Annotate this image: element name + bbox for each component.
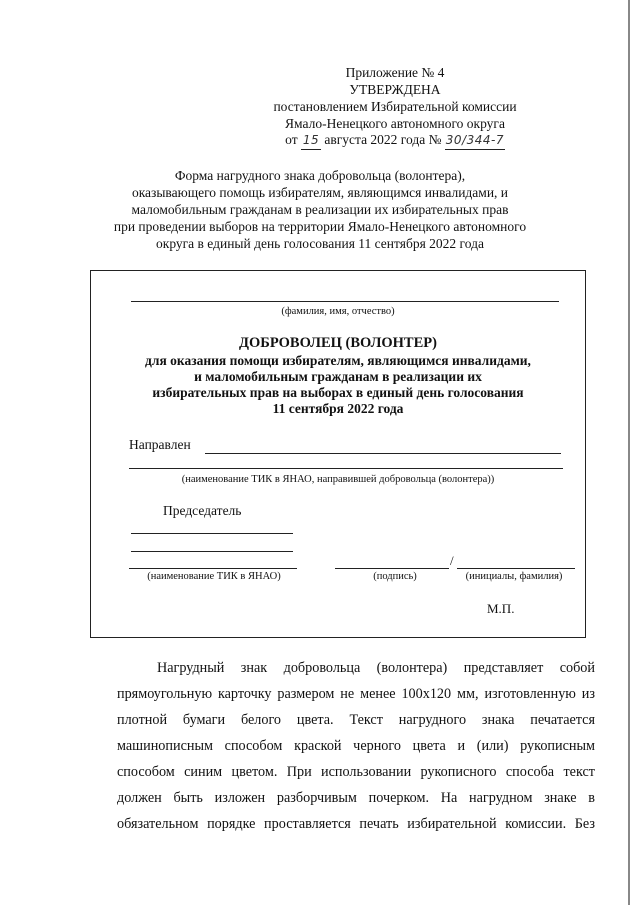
description-continuation (117, 681, 595, 837)
scan-edge (628, 0, 630, 905)
signature-slash: / (450, 553, 454, 568)
form-title-line-3: маломобильным гражданам в реализации их избирательных прав (131, 202, 509, 217)
name-line (131, 301, 559, 302)
form-title-line-1: Форма нагрудного знака добровольца (волонтера), (174, 168, 466, 183)
badge-subheading-2: и маломобильным гражданам в реализации их (194, 369, 482, 384)
directed-line (205, 453, 561, 454)
badge-subheading-3: избирательных прав на выборах в единый день голосования (152, 385, 524, 400)
signature-line (335, 568, 449, 569)
approved-region: Ямало-Ненецкого автономного округа (285, 116, 505, 131)
date-day: 15 (301, 132, 321, 150)
appendix-number: Приложение № 4 (345, 65, 445, 80)
body-line: машинописным способом краской черного цвета и (или) рукописным (117, 738, 595, 754)
date-rest: августа 2022 года № (324, 132, 442, 147)
body-line: способом синим цветом. При использовании рукописного способа текст (117, 764, 595, 780)
body-line: должен быть изложен разборчивым почерком. На нагрудном знаке в (117, 790, 595, 806)
chairman-label: Председатель (163, 503, 242, 518)
approval-date-line (250, 131, 540, 150)
tik-name-line-3 (129, 568, 297, 569)
signature-caption: (подпись) (373, 571, 417, 582)
body-line: прямоугольную карточку размером не менее 100х120 мм, изготовленную из (117, 686, 595, 702)
decree-number: 30/344-7 (445, 132, 505, 150)
initials-line (457, 568, 575, 569)
directed-line-2 (129, 468, 563, 469)
tik-name-line-2 (131, 551, 293, 552)
initials-caption: (инициалы, фамилия) (465, 571, 563, 582)
badge-subheading-4: 11 сентября 2022 года (272, 401, 404, 416)
tik-name-caption: (наименование ТИК в ЯНАО) (147, 571, 281, 582)
approved-by: постановлением Избирательной комиссии (273, 99, 517, 114)
form-title-line-4: при проведении выборов на территории Ямало-Ненецкого автономного (113, 219, 527, 234)
form-title-line-2: оказывающего помощь избирателям, являющимся инвалидами, и (131, 185, 509, 200)
body-line: Нагрудный знак добровольца (волонтера) представляет собой (157, 660, 595, 676)
name-caption: (фамилия, имя, отчество) (281, 306, 395, 317)
badge-heading: ДОБРОВОЛЕЦ (ВОЛОНТЕР) (239, 335, 437, 351)
directed-label: Направлен (129, 437, 191, 452)
body-line: плотной бумаги белого цвета. Текст нагрудного знака печатается (117, 712, 595, 728)
badge-card (90, 270, 586, 638)
approved-label: УТВЕРЖДЕНА (349, 82, 441, 97)
badge-subheading-1: для оказания помощи избирателям, являющимся инвалидами, (145, 353, 531, 368)
body-line: обязательном порядке проставляется печать избирательной комиссии. Без (117, 816, 595, 832)
date-prefix: от (285, 132, 298, 147)
tik-caption: (наименование ТИК в ЯНАО, направившей добровольца (волонтера)) (181, 474, 495, 485)
form-title-line-5: округа в единый день голосования 11 сентября 2022 года (156, 236, 484, 251)
description-paragraph (117, 655, 595, 681)
seal-place: М.П. (487, 601, 515, 616)
tik-name-line-1 (131, 533, 293, 534)
